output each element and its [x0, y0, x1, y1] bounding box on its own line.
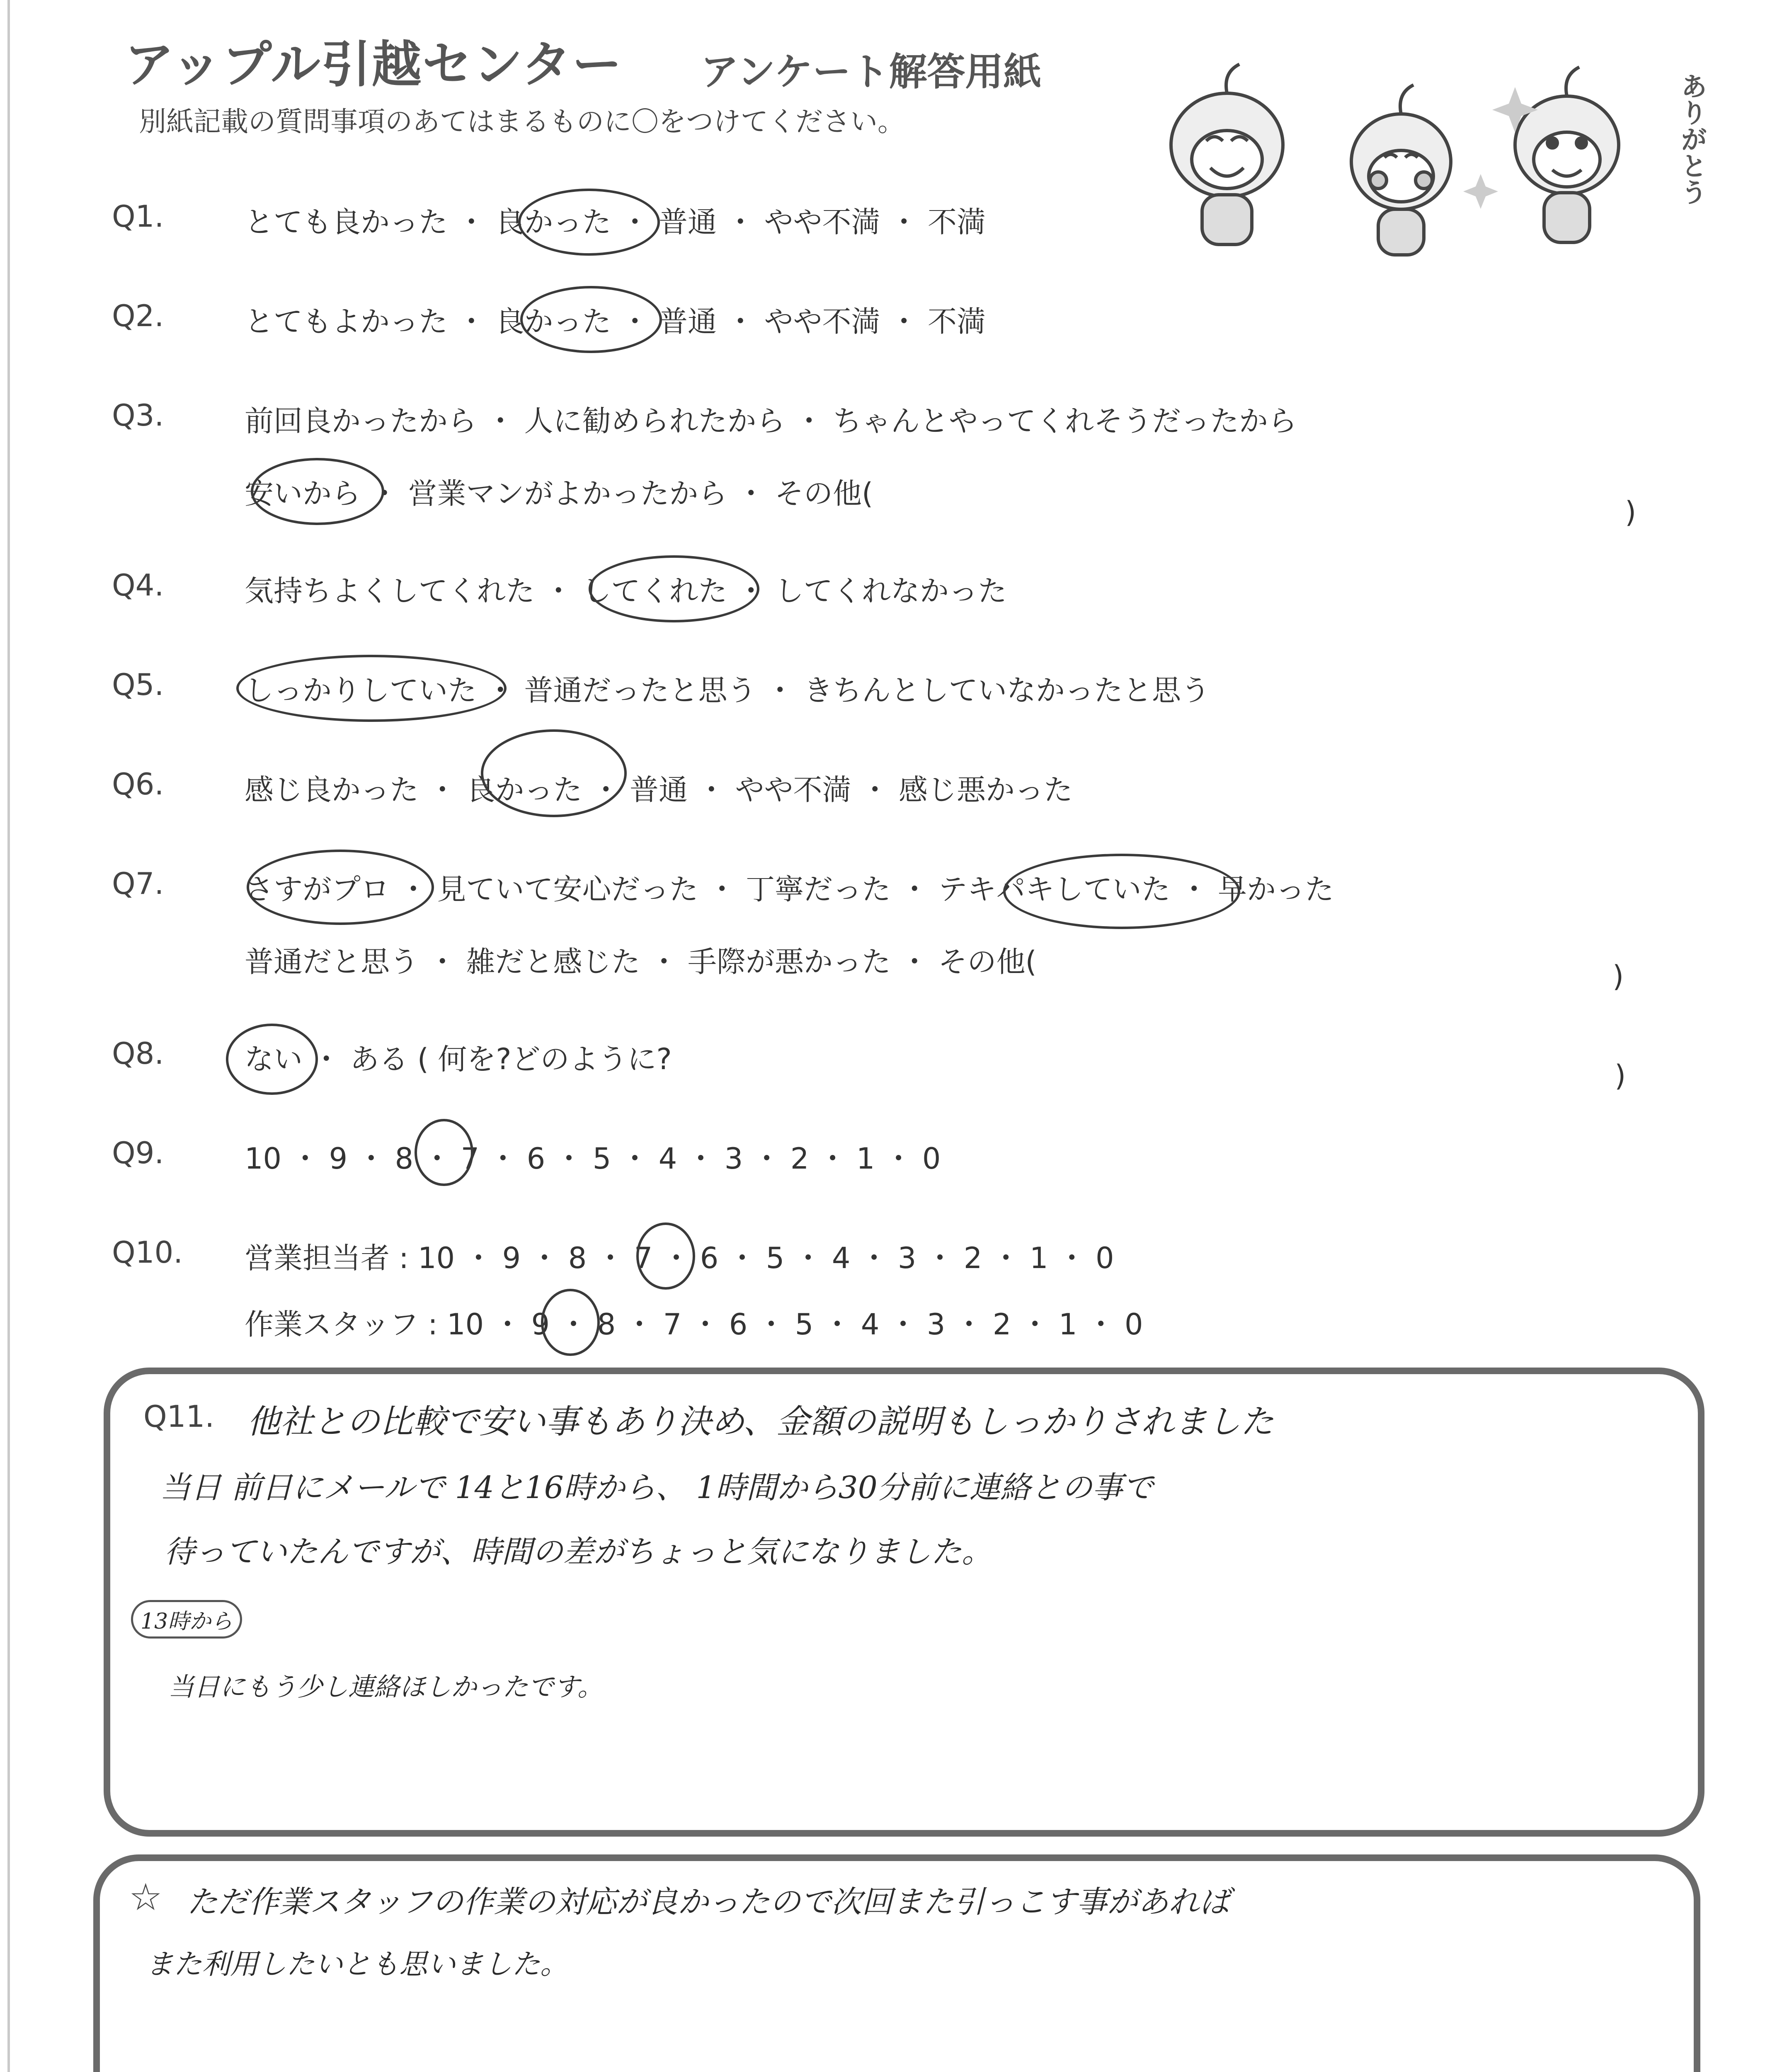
- question-label: Q4.: [112, 568, 164, 603]
- question-options: ない ・ ある ( 何を?どのように?: [245, 1042, 672, 1076]
- question-q4: [0, 568, 1782, 622]
- answer-circle-q1: [518, 189, 660, 256]
- answer-circle-q7-a: [247, 850, 434, 925]
- form-title: アップル引越センター: [124, 36, 623, 94]
- question-options: とても良かった ・ 良かった ・ 普通 ・ やや不満 ・ 不満: [245, 205, 986, 239]
- comment-line-1: ただ作業スタッフの作業の対応が良かったので次回また引っこす事があれば: [187, 1884, 1230, 1920]
- question-options-line2: 普通だと思う ・ 雑だと感じた ・ 手際が悪かった ・ その他(: [245, 945, 1037, 979]
- q11-label: Q11.: [143, 1399, 215, 1434]
- answer-circle-q10-staff: [541, 1289, 600, 1356]
- answer-circle-q2: [520, 286, 662, 353]
- question-label: Q9.: [112, 1135, 164, 1170]
- question-options: さすがプロ ・ 見ていて安心だった ・ 丁寧だった ・ テキパキしていた ・ 早かった: [245, 872, 1334, 906]
- question-options: 前回良かったから ・ 人に勧められたから ・ ちゃんとやってくれそうだったから: [245, 404, 1297, 438]
- close-paren: ): [1625, 495, 1637, 529]
- question-label: Q10.: [112, 1235, 183, 1270]
- comment-box: [93, 1854, 1700, 2072]
- answer-circle-q10-sales: [636, 1222, 695, 1290]
- comment-line-2: また利用したいとも思いました。: [145, 1948, 569, 1981]
- answer-circle-q4: [589, 555, 759, 622]
- answer-circle-q8: [226, 1024, 318, 1095]
- question-q2: [0, 298, 1782, 352]
- star-icon: ☆: [129, 1876, 162, 1919]
- q11-line-1: 他社との比較で安い事もあり決め、金額の説明もしっかりされました: [247, 1402, 1274, 1441]
- answer-circle-q5: [236, 655, 507, 722]
- answer-circle-q3: [251, 458, 384, 525]
- question-label: Q5.: [112, 667, 164, 702]
- q11-line-3: 待っていたんですが、時間の差がちょっと気になりました。: [164, 1534, 992, 1570]
- question-label: Q3.: [112, 398, 164, 433]
- question-options-line2: 作業スタッフ : 10 ・ 9 ・ 8 ・ 7 ・ 6 ・ 5 ・ 4 ・ 3 ・ 2 ・ 1 ・ 0: [245, 1307, 1143, 1341]
- question-q1: [0, 199, 1782, 253]
- answer-circle-q7-b: [1003, 854, 1240, 929]
- question-label: Q6.: [112, 767, 164, 801]
- close-paren: ): [1615, 1059, 1626, 1093]
- question-label: Q2.: [112, 298, 164, 333]
- mascot-text: ありがとう: [1676, 73, 1707, 205]
- answer-circle-q9: [415, 1119, 473, 1186]
- q11-line-2: 当日 前日にメールで 14と16時から、 1時間から30分前に連絡との事で: [160, 1470, 1154, 1506]
- question-q10: [0, 1235, 1782, 1341]
- question-q9: [0, 1135, 1782, 1189]
- question-options-line2: 安いから ・ 営業マンがよかったから ・ その他(: [245, 477, 873, 511]
- question-options: 10 ・ 9 ・ 8 ・ 7 ・ 6 ・ 5 ・ 4 ・ 3 ・ 2 ・ 1 ・ 0: [245, 1142, 941, 1176]
- question-options: とてもよかった ・ 良かった ・ 普通 ・ やや不満 ・ 不満: [245, 305, 986, 339]
- question-label: Q8.: [112, 1036, 164, 1071]
- question-label: Q1.: [112, 199, 164, 234]
- question-q3: [0, 398, 1782, 529]
- answer-circle-q6: [481, 729, 627, 817]
- q11-line-4: 当日にもう少し連絡ほしかったです。: [168, 1672, 604, 1702]
- q11-answer-box: [104, 1368, 1704, 1837]
- question-options: 感じ良かった ・ 良かった ・ 普通 ・ やや不満 ・ 感じ悪かった: [245, 773, 1073, 807]
- question-label: Q7.: [112, 866, 164, 901]
- question-options: 営業担当者 : 10 ・ 9 ・ 8 ・ 7 ・ 6 ・ 5 ・ 4 ・ 3 ・ 2 ・ 1 ・ 0: [245, 1241, 1114, 1275]
- question-q6: [0, 767, 1782, 821]
- form-subtitle: アンケート解答用紙: [701, 50, 1042, 94]
- question-options: 気持ちよくしてくれた ・ してくれた ・ してくれなかった: [245, 574, 1007, 608]
- question-options: しっかりしていた ・ 普通だったと思う ・ きちんとしていなかったと思う: [245, 673, 1210, 707]
- instruction-text: 別紙記載の質問事項のあてはまるものに〇をつけてください。: [139, 106, 905, 138]
- close-paren: ): [1612, 959, 1624, 993]
- q11-note-time: 13時から: [131, 1600, 242, 1639]
